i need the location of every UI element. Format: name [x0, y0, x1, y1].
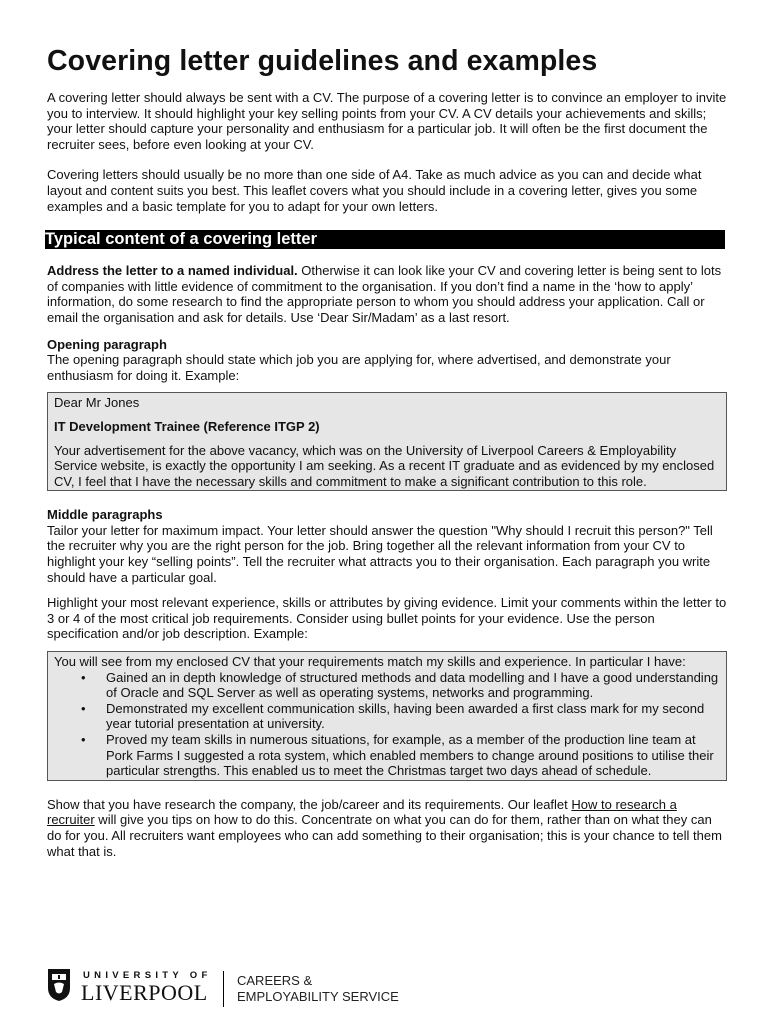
list-item: • Gained an in depth knowledge of structured methods and data modelling and I have a good understanding of Oracle and SQL Server as well as operating systems, networks and programming. — [81, 669, 719, 701]
list-item: • Demonstrated my excellent communication skills, having been awarded a first class mark for my second year tutorial presentation at university. — [81, 700, 705, 732]
opening-heading: Opening paragraph — [47, 336, 167, 352]
bullet-dot-icon: • — [81, 732, 86, 747]
list-item: • Proved my team skills in numerous situations, for example, as a member of the production line team at Pork Farms I suggested a rota system, which enabled members to change around positions to utilise their particular strengths. This enabled us to meet the Christmas target two days ahead of schedule. — [81, 732, 714, 779]
liverpool-crest-icon — [47, 968, 71, 1002]
intro-paragraph-2: Covering letters should usually be no more than one side of A4. Take as much advice as you can and decide what layout and content suits you best. This leaflet covers what you should include in a covering letter, gives you some examples and a basic template for you to adapt for your own letters. — [47, 167, 702, 214]
address-bold-lead: Address the letter to a named individual. — [47, 263, 298, 279]
footer-logo — [47, 965, 447, 1009]
intro-paragraph-1: A covering letter should always be sent with a CV. The purpose of a covering letter is to convince an employer to invite you to interview. It should highlight your key selling points from your CV. A CV details your achievements and skills; your letter should capture your personality and enthusiasm for a particular job. It will often be the first document the recruiter sees, before even looking at your CV. — [47, 90, 727, 152]
service-name: CAREERS & EMPLOYABILITY SERVICE — [237, 973, 399, 1004]
opening-text: The opening paragraph should state which job you are applying for, where advertised, and demonstrate your enthusiasm for doing it. Example: — [47, 352, 671, 383]
footer-divider — [223, 971, 224, 1007]
middle-text-1: Tailor your letter for maximum impact. Your letter should answer the question "Why should I recruit this person?" Tell the recruiter why you are the right person for the job. Bring together all the relevant information from your CV to highlight your key “selling points”. Tell the recruiter what attracts you to their organisation. Each paragraph you write should have a particular goal. — [47, 522, 713, 585]
example-bullet-list — [54, 670, 720, 779]
bullet-dot-icon: • — [81, 700, 86, 716]
page-title: Covering letter guidelines and examples — [47, 45, 598, 77]
middle-heading: Middle paragraphs — [47, 507, 163, 523]
example-salutation: Dear Mr Jones — [54, 395, 140, 411]
research-recruiter-link[interactable]: How to research a recruiter — [47, 796, 677, 828]
opening-example-box — [47, 392, 727, 491]
address-text: Otherwise it can look like your CV and covering letter is being sent to lots of companies with little evidence of commitment to the organisation. If you don’t find a name in the ‘how to apply’ information, do some research to find the appropriate person to whom you should address your application. Call or email the organisation and ask for details. Use ‘Dear Sir/Madam’ as a last resort. — [47, 263, 722, 325]
middle-text-2: Highlight your most relevant experience, skills or attributes by giving evidence. Limit your comments within the letter to 3 or 4 of the most critical job requirements. Consider using bullet points for your evidence. Use the person specification and/or job description. Example: — [47, 595, 727, 642]
document-page — [47, 44, 727, 859]
address-paragraph — [47, 263, 727, 325]
section-heading: Typical content of a covering letter — [45, 230, 725, 249]
example-lead: You will see from my enclosed CV that your requirements match my skills and experience. In particular I have: — [54, 654, 686, 670]
bullet-dot-icon: • — [81, 669, 86, 685]
university-name: LIVERPOOL — [81, 980, 208, 1005]
example-subject: IT Development Trainee (Reference ITGP 2) — [54, 418, 320, 434]
middle-example-box — [47, 651, 727, 781]
closing-paragraph: Show that you have research the company, the job/career and its requirements. Our leaflet How to research a recruiter will give you tips on how to do this. Concentrate on what you can do for them, rather than on what they can do for you. All recruiters want employees who can add something to their organisation; this is your chance to tell them what that is. — [47, 796, 722, 859]
university-small-text: UNIVERSITY OF — [83, 970, 212, 981]
example-body: Your advertisement for the above vacancy, which was on the University of Liverpool Careers & Employability Service website, is exactly the opportunity I am seeking. As a recent IT graduate and as evidenced by my enclosed CV, I feel that I have the necessary skills and commitment to make a significant contribution to this role. — [54, 442, 715, 489]
